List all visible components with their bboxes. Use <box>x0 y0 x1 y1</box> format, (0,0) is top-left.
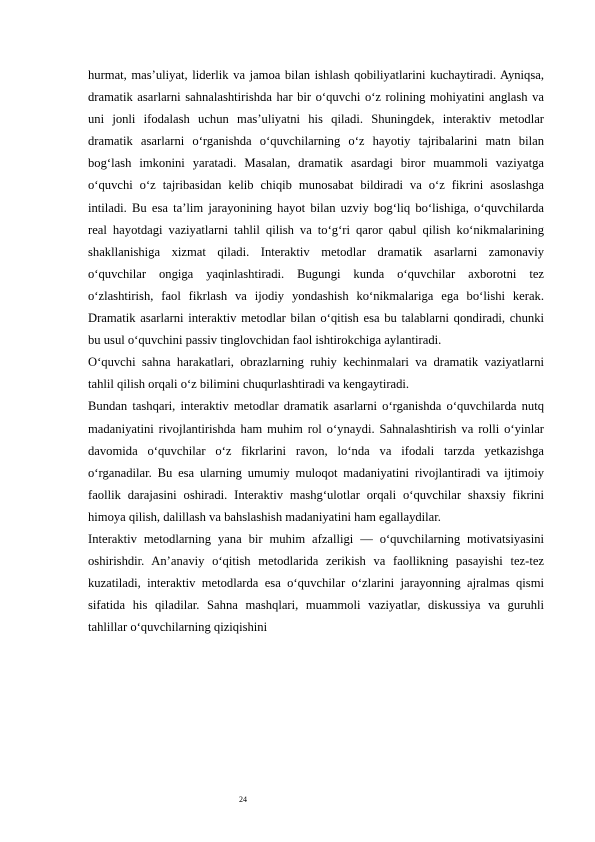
paragraph-3: Bundan tashqari, interaktiv metodlar dramatik asarlarni o‘rganishda o‘quvchilarda nutq madaniyatini rivojlantirishda ham muhim rol o‘ynaydi. Sahnalashtirish va rolli o‘yinlar davomida o‘quvchilar o‘z fikrlarini ravon, lo‘nda va ifodali tarzda yetkazishga o‘rganadilar. Bu esa ularning umumiy muloqot madaniyatini rivojlantiradi va ijtimoiy faollik darajasini oshiradi. Interaktiv mashg‘ulotlar orqali o‘quvchilar shaxsiy fikrini himoya qilish, dalillash va bahslashish madaniyatini ham egallaydilar. <box>88 399 544 524</box>
page-number: 24 <box>239 795 247 804</box>
document-body <box>88 64 544 638</box>
paragraph-4: Interaktiv metodlarning yana bir muhim afzalligi — o‘quvchilarning motivatsiyasini oshirishdir. An’anaviy o‘qitish metodlarida zerikish va faollikning pasayishi tez-tez kuzatiladi, interaktiv metodlarda esa o‘quvchilar o‘zlarini jarayonning ajralmas qismi sifatida his qiladilar. Sahna mashqlari, muammoli vaziyatlar, diskussiya va guruhli tahlillar o‘quvchilarning qiziqishini <box>88 531 544 635</box>
paragraph-2: O‘quvchi sahna harakatlari, obrazlarning ruhiy kechinmalari va dramatik vaziyatlarni tahlil qilish orqali o‘z bilimini chuqurlashtiradi va kengaytiradi. <box>88 355 544 392</box>
paragraph-1: hurmat, mas’uliyat, liderlik va jamoa bilan ishlash qobiliyatlarini kuchaytiradi. Ayniqsa, dramatik asarlarni sahnalashtirishda har bir o‘quvchi o‘z rolining mohiyatini anglash va uni jonli ifodalash uchun mas’uliyatni his qiladi. Shuningdek, interaktiv metodlar dramatik asarlarni o‘rganishda o‘quvchilarning o‘z hayotiy tajribalarini matn bilan bog‘lash imkonini yaratadi. Masalan, dramatik asardagi biror muammoli vaziyatga o‘quvchi o‘z tajribasidan kelib chiqib munosabat bildiradi va o‘z fikrini asoslashga intiladi. Bu esa ta’lim jarayonining hayot bilan uzviy bog‘liq bo‘lishiga, o‘quvchilarda real hayotdagi vaziyatlarni tahlil qilish va to‘g‘ri qaror qabul qilish ko‘nikmalarining shakllanishiga xizmat qiladi. Interaktiv metodlar dramatik asarlarni zamonaviy o‘quvchilar ongiga yaqinlashtiradi. Bugungi kunda o‘quvchilar axborotni tez o‘zlashtirish, faol fikrlash va ijodiy yondashish ko‘nikmalariga ega bo‘lishi kerak. Dramatik asarlarni interaktiv metodlar bilan o‘qitish esa bu talablarni qondiradi, chunki bu usul o‘quvchini passiv tinglovchidan faol ishtirokchiga aylantiradi. <box>88 68 544 348</box>
